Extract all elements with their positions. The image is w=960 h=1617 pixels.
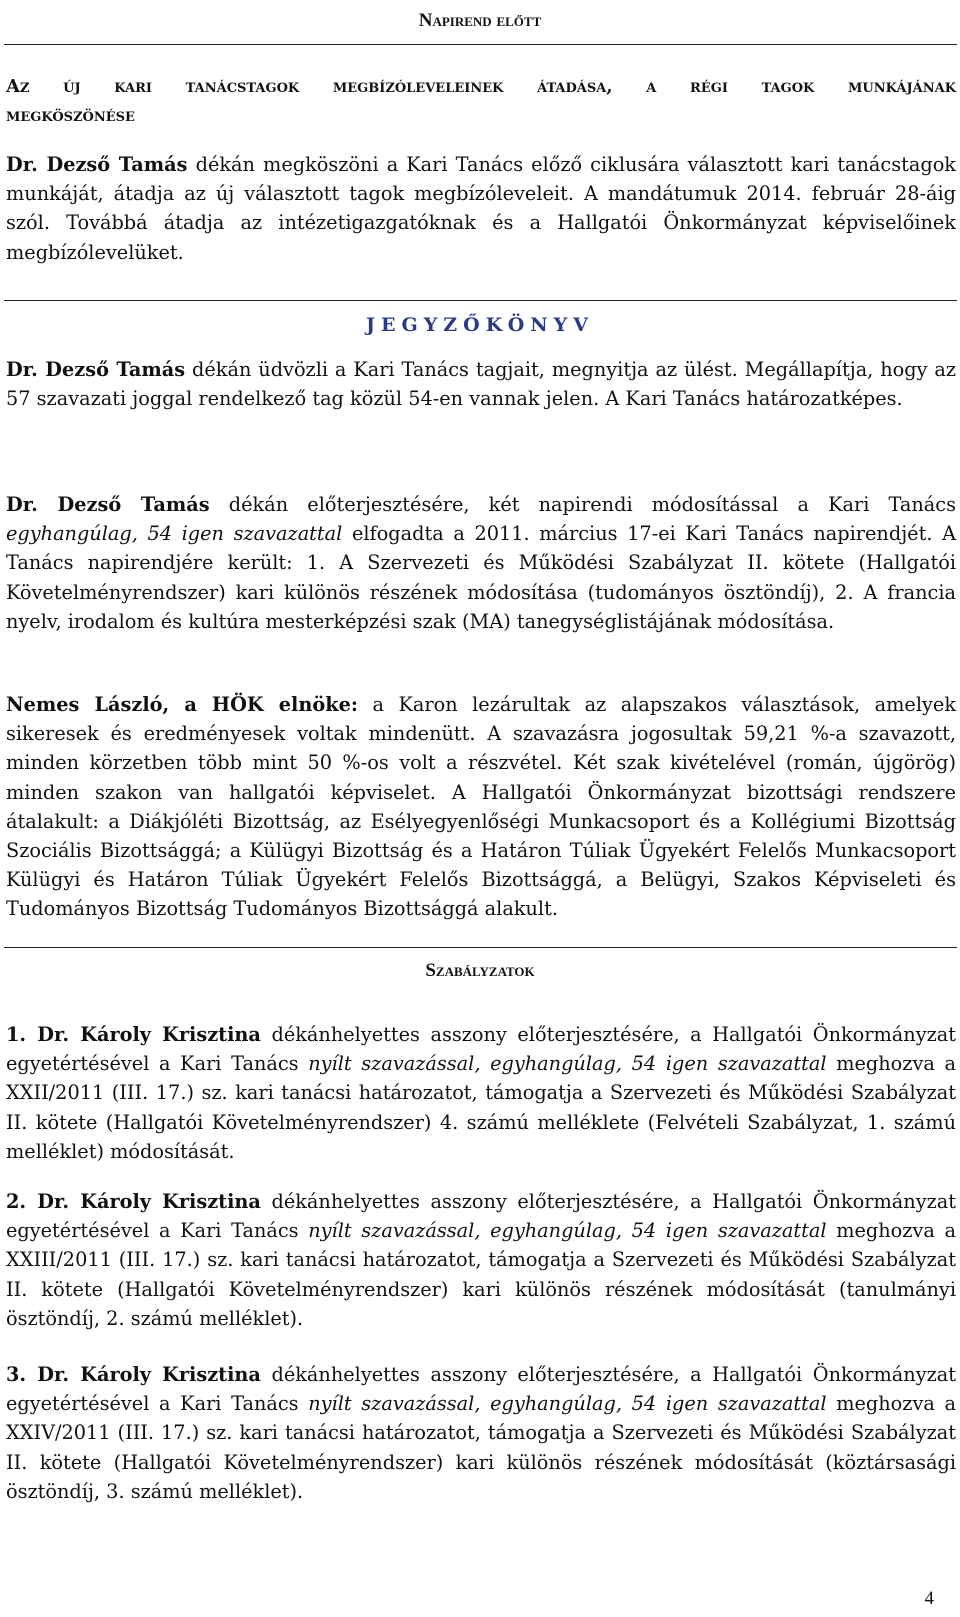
speaker-name: Nemes László, a HÖK elnöke:: [6, 693, 358, 716]
speaker-name: Dr. Dezső Tamás: [6, 153, 188, 176]
item-name: 3. Dr. Károly Krisztina: [6, 1363, 261, 1386]
vote-result: nyílt szavazással, egyhangúlag, 54 igen szavazattal: [308, 1392, 827, 1416]
paragraph-text: meghozva a XXIV/2011 (III. 17.) sz. kari tanácsi határozatot, támogatja a Szervezeti és Működési Szabályzat II. kötete (Hallgatói Követelményrendszer) kari különös részének módosítását (köztársasági ösztöndíj, 3. számú melléklet).: [6, 1392, 956, 1503]
item-name: 1. Dr. Károly Krisztina: [6, 1023, 261, 1046]
agenda-item-title: [6, 72, 956, 130]
paragraph-agenda-adoption: [6, 490, 956, 636]
regulation-item-3: [6, 1360, 956, 1506]
regulation-item-2: [6, 1187, 956, 1333]
item-name: 2. Dr. Károly Krisztina: [6, 1190, 261, 1213]
agenda-title-line1: Az új kari tanácstagok megbízóleveleinek átadása, a régi tagok munkájának: [6, 76, 956, 97]
vote-result: nyílt szavazással, egyhangúlag, 54 igen szavazattal: [308, 1052, 827, 1076]
paragraph-text: dékánhelyettes asszony előterjesztésére, a Hallgatói Önkormányzat egyetértésével a Kari Tanács: [6, 1363, 956, 1416]
paragraph-text: elfogadta a 2011. március 17-ei Kari Tanács napirendjét. A Tanács napirendjére került: 1. A Szervezeti és Működési Szabályzat II. kötete (Hallgatói Követelményrendszer) kari különös részének módosítása (tudományos ösztöndíj), 2. A francia nyelv, irodalom és kultúra mesterképzési szak (MA) tanegységlistájának módosítása.: [6, 522, 957, 633]
divider: [4, 44, 957, 45]
minutes-heading: JEGYZŐKÖNYV: [366, 314, 594, 336]
paragraph-text: dékán megköszöni a Kari Tanács előző ciklusára választott kari tanácstagok munkáját, átadja az új választott tagok megbízóleveleit. A mandátumuk 2014. február 28-áig szól. Továbbá átadja az intézetigazgatóknak és a Hallgatói Önkormányzat képviselőinek megbízólevelüket.: [6, 153, 956, 264]
divider: [4, 300, 957, 301]
divider: [4, 947, 957, 948]
paragraph-megbizolevelek: [6, 150, 956, 267]
page-number: 4: [924, 1588, 934, 1609]
paragraph-text: dékán üdvözli a Kari Tanács tagjait, megnyitja az ülést. Megállapítja, hogy az 57 szavazati joggal rendelkező tag közül 54-en vannak jelen. A Kari Tanács határozatképes.: [6, 358, 957, 411]
section-heading-napirend: Napirend előtt: [418, 10, 542, 31]
paragraph-text: dékánhelyettes asszony előterjesztésére, a Hallgatói Önkormányzat egyetértésével a Kari Tanács: [6, 1023, 956, 1076]
vote-result: nyílt szavazással, egyhangúlag, 54 igen szavazattal: [308, 1219, 827, 1243]
regulation-item-1: [6, 1020, 956, 1166]
paragraph-text: dékán előterjesztésére, két napirendi módosítással a Kari Tanács: [209, 493, 956, 516]
paragraph-text: a Karon lezárultak az alapszakos választások, amelyek sikeresek és eredményesek voltak mindenütt. A szavazásra jogosultak 59,21 %-a szavazott, minden körzetben több mint 50 %-os volt a részvétel. Két szak kivételével (román, újgörög) minden szakon van hallgatói képviselet. A Hallgatói Önkormányzat bizottsági rendszere átalakult: a Diákjóléti Bizottság, az Esélyegyenlőségi Munkacsoport és a Kollégiumi Bizottság Szociális Bizottsággá; a Külügyi Bizottság és a Határon Túliak Ügyekért Felelős Munkacsoport Külügyi és Határon Túliak Ügyekért Felelős Bizottsággá, a Belügyi, Szakos Képviseleti és Tudományos Bizottság Tudományos Bizottsággá alakult.: [6, 693, 956, 921]
agenda-title-line2: megköszönése: [6, 105, 135, 127]
speaker-name: Dr. Dezső Tamás: [6, 493, 210, 516]
speaker-name: Dr. Dezső Tamás: [6, 358, 186, 381]
paragraph-text: dékánhelyettes asszony előterjesztésére, a Hallgatói Önkormányzat egyetértésével a Kari Tanács: [6, 1190, 956, 1243]
paragraph-text: meghozva a XXII/2011 (III. 17.) sz. kari tanácsi határozatot, támogatja a Szervezeti és Működési Szabályzat II. kötete (Hallgatói Követelményrendszer) 4. számú melléklete (Felvételi Szabályzat, 1. számú melléklet) módosítását.: [6, 1052, 956, 1163]
section-heading-szabalyzatok: Szabályzatok: [425, 960, 535, 981]
paragraph-text: meghozva a XXIII/2011 (III. 17.) sz. kari tanácsi határozatot, támogatja a Szervezeti és Működési Szabályzat II. kötete (Hallgatói Követelményrendszer) kari különös részének módosítását (tanulmányi ösztöndíj, 2. számú melléklet).: [6, 1219, 956, 1330]
paragraph-hok-report: [6, 690, 956, 924]
vote-result: egyhangúlag, 54 igen szavazattal: [6, 522, 343, 546]
paragraph-opening: [6, 355, 956, 413]
